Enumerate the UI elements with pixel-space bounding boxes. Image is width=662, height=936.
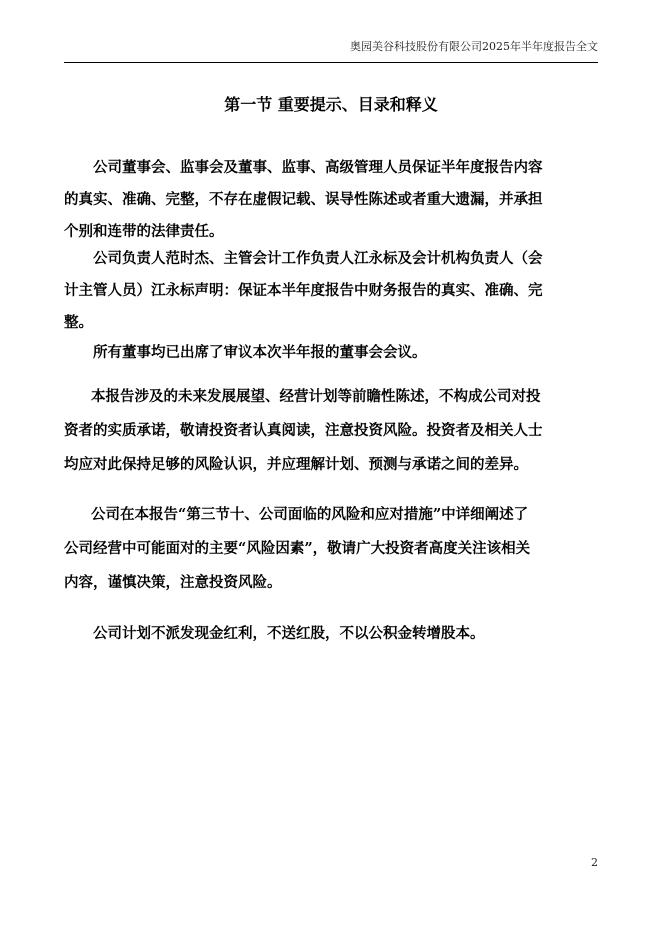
paragraph-line: 个别和连带的法律责任。 <box>64 223 224 240</box>
paragraph-line: 本报告涉及的未来发展展望、经营计划等前瞻性陈述，不构成公司对投 <box>91 388 541 405</box>
paragraph-risk-factors <box>64 498 574 600</box>
page-number: 2 <box>591 856 598 869</box>
paragraph-line: 公司经营中可能面对的主要“风险因素”，敬请广大投资者高度关注该相关 <box>64 540 531 557</box>
header-divider <box>64 62 598 63</box>
paragraph-board-guarantee <box>64 152 574 248</box>
section-title: 第一节 重要提示、目录和释义 <box>224 95 438 114</box>
paragraph-line: 的真实、准确、完整，不存在虚假记载、误导性陈述或者重大遗漏，并承担 <box>64 191 543 208</box>
paragraph-dividend-plan <box>64 617 574 651</box>
paragraph-responsible-persons <box>64 243 574 339</box>
paragraph-line: 公司负责人范时杰、主管会计工作负责人江永标及会计机构负责人（会 <box>93 250 543 267</box>
paragraph-line: 公司计划不派发现金红利，不送红股，不以公积金转增股本。 <box>93 625 485 642</box>
paragraph-forward-looking <box>64 380 574 482</box>
paragraph-directors-attendance <box>64 337 574 369</box>
paragraph-line: 整。 <box>64 314 93 331</box>
paragraph-line: 所有董事均已出席了审议本次半年报的董事会会议。 <box>93 344 427 361</box>
paragraph-line: 内容，谨慎决策，注意投资风险。 <box>64 574 282 591</box>
paragraph-line: 资者的实质承诺，敬请投资者认真阅读，注意投资风险。投资者及相关人士 <box>64 422 543 439</box>
paragraph-line: 公司董事会、监事会及董事、监事、高级管理人员保证半年度报告内容 <box>93 159 543 176</box>
paragraph-line: 均应对此保持足够的风险认识，并应理解计划、预测与承诺之间的差异。 <box>64 456 528 473</box>
paragraph-line: 计主管人员）江永标声明：保证本半年度报告中财务报告的真实、准确、完 <box>64 282 543 299</box>
paragraph-line: 公司在本报告“第三节十、公司面临的风险和应对措施”中详细阐述了 <box>91 506 529 523</box>
page-header: 奥园美谷科技股份有限公司2025年半年度报告全文 <box>350 40 598 53</box>
